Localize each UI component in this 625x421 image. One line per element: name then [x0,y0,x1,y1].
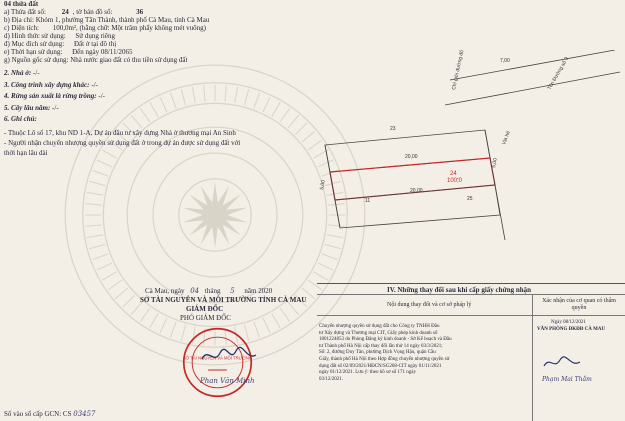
role-deputy: PHÓ GIÁM ĐỐC [180,314,231,322]
land-line-area: c) Diện tích: 100,0m², (bằng chữ: Một trăm phẩy không mét vuông) [4,24,207,32]
section-forest: 4. Rừng sản xuất là rừng trồng: -/- [4,92,105,100]
emblem-tick [170,322,176,338]
changes-table [317,283,625,421]
land-line-parcel: a) Thửa đất số: 24 , tờ bản đồ số: 36 [4,8,144,16]
register-number: Số vào sổ cấp GCN: CS 03457 [4,410,96,418]
emblem-tick [263,318,270,333]
emblem-tick [272,313,280,327]
svg-text:SỞ TÀI NGUYÊN VÀ MÔI TRƯỜNG: SỞ TÀI NGUYÊN VÀ MÔI TRƯỜNG [182,355,253,361]
land-line-usage-form: d) Hình thức sử dụng: Sử dụng riêng [4,32,115,40]
section-house: 2. Nhà ở: -/- [4,69,40,77]
emblem-tick [181,89,185,105]
role-director: GIÁM ĐỐC [186,305,224,313]
emblem-tick [85,225,101,226]
note-line: thời hạn lâu dài [4,149,48,157]
emblem-tick [97,263,112,270]
emblem-tick [150,313,158,327]
road-line [445,72,620,105]
neighbor-label: 23 [390,126,396,132]
parcel-area: 100,0 [447,178,463,184]
rear-boundary [325,145,340,228]
place-date: Cà Mau, ngày 04 tháng 5 năm 2020 [145,287,273,295]
emblem-tick [160,318,167,333]
neighbor-label: 25 [467,196,473,202]
emblem-tick [170,93,176,109]
emblem-tick [87,192,103,195]
emblem-tick [93,170,109,176]
dim-label: 20,00 [405,154,418,160]
emblem-tick [115,288,128,299]
section-other-construction: 3. Công trình xây dựng khác: -/- [4,80,98,89]
emblem-tick [280,108,289,122]
neighbor-label: 11 [365,198,371,204]
land-line-origin: g) Nguồn gốc sử dụng: Nhà nước giao đất có thu tiền sử dụng đất [4,56,188,64]
dim-label: 20,00 [410,188,423,194]
emblem-tick [89,181,105,185]
road-line [450,50,615,80]
emblem-tick [93,254,109,260]
parcel-number: 24 [450,171,457,177]
emblem-tick [272,102,280,116]
signer-name: Phan Văn Minh [200,377,255,385]
parcel-diagram [295,50,625,285]
road-east-label: Tôn Đường số 9 [546,56,571,91]
confirm-name: Phạm Mai Thắm [542,376,592,383]
emblem-tick [160,97,167,112]
emblem-tick [280,308,289,322]
section-notes: 6. Ghi chú: [4,115,37,123]
emblem-tick [263,97,270,112]
note-line: - Người nhận chuyển nhượng quyền sử dụng đất ở trong dự án được sử dụng đất với [4,139,241,147]
via-label: Vỉa hè [501,130,512,146]
emblem-tick [204,85,205,101]
emblem-tick [140,108,149,122]
emblem-tick [140,308,149,322]
confirm-org: VĂN PHÒNG ĐKĐĐ CÀ MAU [537,327,606,332]
emblem-tick [108,280,122,289]
sections [4,68,105,126]
changes-title: IV. Những thay đổi sau khi cấp giấy chứng nhận [387,286,532,294]
emblem-tick [85,204,101,205]
dim-label: 5,00 [319,179,327,191]
emblem-tick [244,89,248,105]
emblem-tick [235,87,238,103]
land-line-address: b) Địa chỉ: Khóm 1, phường Tân Thành, thành phố Cà Mau, tỉnh Cà Mau [4,16,210,24]
col-content-header: Nội dung thay đổi và cơ sở pháp lý [387,302,472,308]
emblem-tick [150,102,158,116]
emblem-tick [87,235,103,238]
emblem-tick [192,87,195,103]
emblem-tick [254,93,260,109]
emblem-tick [123,295,135,307]
emblem-tick [102,272,116,280]
land-line-term: e) Thời hạn sử dụng: Đến ngày 08/11/2065 [4,48,133,56]
handwritten-signature [200,345,260,367]
land-line-purpose: đ) Mục đích sử dụng: Đất ở tại đô thị [4,40,117,48]
section-heading: 04 thửa đất [4,0,39,8]
emblem-tick [89,244,105,248]
land-info [4,8,209,64]
section-perennial: 5. Cây lâu năm: -/- [4,103,59,112]
dim-label: 5,00 [491,157,499,169]
road-north-label: Chỉ giới đường đỏ [451,50,466,91]
confirm-date: Ngày 08/12/2021 [551,320,586,325]
emblem-tick [225,85,226,101]
front-boundary [485,130,505,240]
confirm-signature [542,354,582,372]
dim-label: 7,00 [500,58,510,64]
change-content: Chuyển nhượng quyền sử dụng đất cho Công ty TNHH Đầu tư Xây dựng và Thương mại CIT, Giấy phép kinh doanh số 1801224853 do Phòng Đăng ký kinh doanh - Sở Kế hoạch và Đầu tư Thành phố Hà Nội cấp thay đổi lần thứ 14 ngày 03/3/2021; Số: 2, đường Duy Tân, phường Dịch Vọng Hậu, quận Cầu Giấy, thành phố Hà Nội theo Hợp đồng chuyển nhượng quyền sử dụng đất số 02/09/2021/HĐCN/SG268-CIT ngày 01/11/2021 ngày 01/12/2021. Lưu ý: theo hồ sơ số 171 ngày 03/12/2021. [319,324,452,382]
emblem-tick [131,115,142,128]
emblem-tick [97,160,112,167]
col-confirm-header: Xác nhận của cơ quan có thẩm quyền [542,298,616,311]
issuing-org: SỞ TÀI NGUYÊN VÀ MÔI TRƯỜNG TỈNH CÀ MAU [140,296,307,304]
notes [4,128,240,158]
note-line: - Thuộc Lô số 17, khu ND 1-A, Dự án đầu tư xây dựng Nhà ở thương mại An Sinh [4,129,236,137]
